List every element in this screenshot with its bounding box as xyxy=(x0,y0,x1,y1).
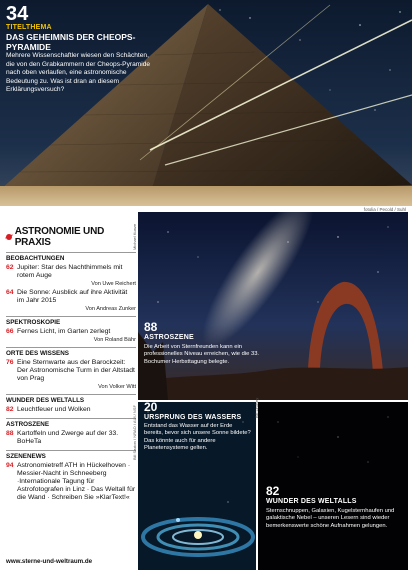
panel-credit: Michael Kunze xyxy=(132,223,137,250)
entry-page: 64 xyxy=(6,289,14,296)
panel-astroszene[interactable] xyxy=(138,212,408,400)
panel-credit: Bill Lindsey xyxy=(254,397,259,418)
list-item[interactable] xyxy=(6,430,136,446)
panel-teaser: Sternschnuppen, Galaxien, Kugelsternhaufen und galaktische Nebel – unseren Lesern sind wieder bemerkenswerte schöne Aufnahmen gelungen. xyxy=(266,508,395,529)
category-heading: BEOBACHTUNGEN xyxy=(6,252,136,262)
entry-page: 88 xyxy=(6,430,14,437)
list-item[interactable] xyxy=(6,289,136,305)
category-heading: WUNDER DES WELTALLS xyxy=(6,394,136,404)
panel-page-number: 82 xyxy=(266,484,280,498)
planet-logo-icon xyxy=(6,234,12,240)
entry-title: Jupiter: Star des Nachthimmels mit rotem Auge xyxy=(17,264,123,279)
panel-title: ASTROSZENE xyxy=(144,334,194,341)
entry-author: Von Uwe Reichert xyxy=(91,281,136,287)
entry-page: 82 xyxy=(6,406,14,413)
hero-kicker: TITELTHEMA xyxy=(6,24,52,31)
entry-author: Von Volker Witt xyxy=(98,384,136,390)
list-item[interactable] xyxy=(6,264,136,280)
entry-title: Kartoffeln und Zwerge auf der 33. BoHeTa xyxy=(17,430,119,445)
section-header xyxy=(6,223,137,250)
category-heading: SPEKTROSKOPIE xyxy=(6,316,136,326)
list-item[interactable] xyxy=(6,406,136,414)
entry-title: Eine Sternwarte aus der Barockzeit: Der Astronomische Turm in der Altstadt von Prag xyxy=(17,359,135,382)
hero-teaser: Mehrere Wissenschaftler wiesen den Schächten, die von den Grabkammern der Cheops-Pyramide nach oben verlaufen, eine astronomische Bedeutung zu. Was ist dran an diesem Erklärungsversuch? xyxy=(6,52,151,94)
entry-title: Leuchtfeuer und Wolken xyxy=(17,406,91,413)
hero-page-number: 34 xyxy=(6,3,29,25)
panel-title: URSPRUNG DES WASSERS xyxy=(144,414,242,421)
panel-title: WUNDER DES WELTALLS xyxy=(266,498,357,505)
panel-page-number: 88 xyxy=(144,320,158,334)
entry-title: Fernes Licht, im Garten zerlegt xyxy=(17,328,111,335)
panel-teaser: Die Arbeit von Sternfreunden kann ein professionelles Niveau erreichen, wie die 33. Bochumer Herbsttagung belegte. xyxy=(144,344,260,365)
category-heading: SZENENEWS xyxy=(6,450,136,460)
category-heading: ORTE DES WISSENS xyxy=(6,347,136,357)
panel-page-number: 20 xyxy=(144,402,158,414)
category-heading: ASTROSZENE xyxy=(6,418,136,428)
entry-page: 76 xyxy=(6,359,14,366)
list-item[interactable] xyxy=(6,359,136,383)
entry-title: Die Sonne: Ausblick auf ihre Aktivität im Jahr 2015 xyxy=(17,289,128,304)
panel-wunder-des-weltalls[interactable] xyxy=(258,402,408,570)
list-item[interactable] xyxy=(6,462,136,502)
entry-title: Astronomietreff ATH in Hückelhoven · Messier-Nacht in Schneeberg ·Internationale Tagung für Astrofotografen in Linz · Das Weltall für die Wand · Schreiben Sie »KlarText!« xyxy=(17,462,136,501)
entry-author: Von Andreas Zunker xyxy=(85,306,136,312)
panel-credit: Bill Saxton / NRAO / AUI / NSF xyxy=(132,405,137,460)
panel-teaser: Entstand das Wasser auf der Erde bereits, bevor sich unsere Sonne bildete? Das könnte auch für andere Planetensysteme gelten. xyxy=(144,423,251,452)
website-url[interactable]: www.sterne-und-weltraum.de xyxy=(6,558,93,565)
panel-ursprung-des-wassers[interactable] xyxy=(138,402,256,570)
hero-credit: fotolia / Pecold / Suhl xyxy=(363,207,406,212)
entry-page: 94 xyxy=(6,462,14,469)
section-title: ASTRONOMIE UND PRAXIS xyxy=(14,226,105,248)
entry-page: 62 xyxy=(6,264,14,271)
entry-page: 66 xyxy=(6,328,14,335)
entry-author: Von Roland Bähr xyxy=(93,337,136,343)
contents-list xyxy=(6,223,137,502)
hero-image xyxy=(0,0,412,206)
hero-title[interactable]: DAS GEHEIMNIS DER CHEOPS-PYRAMIDE xyxy=(6,32,136,52)
list-item[interactable] xyxy=(6,328,136,336)
